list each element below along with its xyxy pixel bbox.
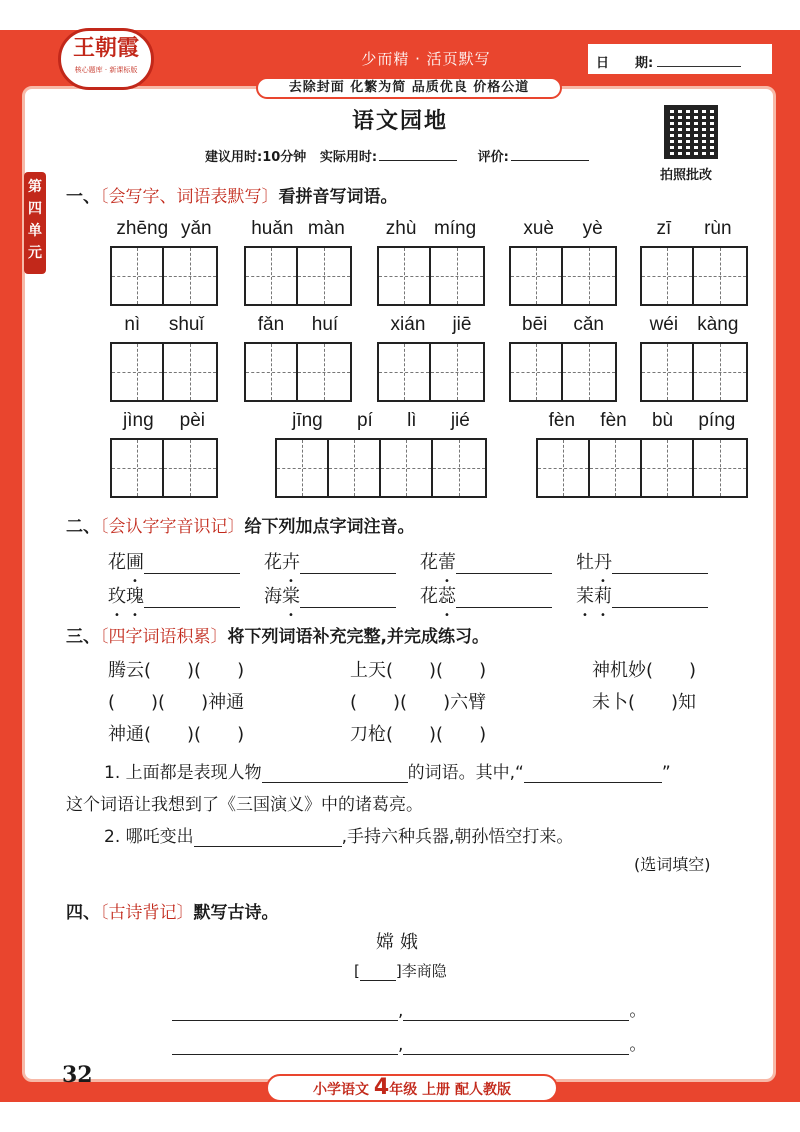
dotted-char: 丹 bbox=[594, 552, 612, 573]
poem-line bbox=[172, 1030, 646, 1055]
pinyin-syllable: píng bbox=[698, 410, 736, 431]
hint-text: (选词填空) bbox=[634, 855, 711, 874]
pinyin-group bbox=[377, 218, 485, 306]
writing-cell[interactable] bbox=[298, 344, 350, 400]
section-4-text: 默写古诗。 bbox=[193, 903, 279, 923]
pinyin-group bbox=[110, 314, 218, 402]
period: 。 bbox=[629, 1035, 647, 1055]
page-title: 语文园地 bbox=[351, 109, 448, 134]
annotate-item bbox=[108, 582, 264, 608]
writing-cell[interactable] bbox=[694, 344, 746, 400]
writing-cell[interactable] bbox=[511, 344, 563, 400]
answer-line[interactable] bbox=[612, 573, 708, 574]
annotate-item bbox=[576, 582, 732, 608]
footer-grade-number: 4 bbox=[373, 1075, 390, 1100]
pinyin-syllable: yǎn bbox=[180, 218, 212, 239]
writing-cell[interactable] bbox=[379, 344, 431, 400]
section-3-text: 将下列词语补充完整,并完成练习。 bbox=[227, 627, 489, 647]
pinyin-syllable: màn bbox=[307, 218, 345, 239]
section-4-tag: 〔古诗背记〕 bbox=[100, 903, 194, 923]
section-4-num: 四、 bbox=[66, 903, 100, 923]
pinyin-syllable: zhù bbox=[385, 218, 417, 239]
writing-cell[interactable] bbox=[246, 344, 298, 400]
section-3-tag: 〔四字词语积累〕 bbox=[100, 627, 228, 647]
question-2 bbox=[104, 822, 573, 847]
section-4-title bbox=[66, 898, 279, 923]
idiom-item[interactable]: 神机妙( ) bbox=[592, 660, 697, 681]
answer-line[interactable] bbox=[144, 573, 240, 574]
pinyin-syllable: zhēng bbox=[116, 218, 169, 239]
answer-line[interactable] bbox=[524, 782, 662, 783]
pinyin-syllable: xuè bbox=[523, 218, 554, 239]
period: 。 bbox=[629, 1001, 647, 1021]
section-2-text: 给下列加点字词注音。 bbox=[244, 517, 415, 537]
page-number: 32 bbox=[62, 1062, 93, 1088]
suggested-time: 建议用时:10分钟 bbox=[205, 150, 307, 165]
pinyin-annotate-row bbox=[108, 548, 732, 574]
pinyin-syllable: fǎn bbox=[257, 314, 285, 335]
idiom-item[interactable]: ( )( )六臂 bbox=[350, 692, 487, 713]
dotted-char: 圃 bbox=[126, 552, 144, 573]
word-char: 花 bbox=[420, 586, 438, 607]
pinyin-group bbox=[110, 218, 218, 306]
pinyin-group bbox=[536, 410, 748, 498]
answer-line[interactable] bbox=[144, 607, 240, 608]
dotted-char: 卉 bbox=[282, 552, 300, 573]
pinyin-group bbox=[275, 410, 487, 498]
idiom-item[interactable]: 神通( )( ) bbox=[108, 724, 245, 745]
footer-subject: 小学语文 bbox=[313, 1082, 370, 1098]
pinyin-syllable: fèn bbox=[548, 410, 576, 431]
idiom-row bbox=[108, 688, 800, 714]
question-2-text: 2. 哪吒变出 bbox=[104, 827, 194, 847]
section-3-title bbox=[66, 622, 489, 647]
section-1-tag: 〔会写字、词语表默写〕 bbox=[100, 187, 279, 207]
pinyin-annotate-row bbox=[108, 582, 732, 608]
dotted-char: 蕊 bbox=[438, 586, 456, 607]
question-1 bbox=[104, 758, 671, 783]
pinyin-syllable: nì bbox=[124, 314, 141, 335]
answer-line[interactable] bbox=[403, 1054, 629, 1055]
annotate-item bbox=[108, 548, 264, 574]
word-char: 花 bbox=[420, 552, 438, 573]
date-field[interactable] bbox=[657, 66, 741, 67]
annotate-item bbox=[264, 582, 420, 608]
pinyin-syllable: lì bbox=[407, 410, 417, 431]
pinyin-syllable: bù bbox=[651, 410, 674, 431]
writing-cell[interactable] bbox=[112, 344, 164, 400]
pinyin-syllable: huí bbox=[311, 314, 339, 335]
writing-cell[interactable] bbox=[642, 440, 694, 496]
writing-cell[interactable] bbox=[563, 344, 615, 400]
pinyin-syllable: fèn bbox=[600, 410, 627, 431]
answer-line[interactable] bbox=[456, 573, 552, 574]
writing-cell[interactable] bbox=[329, 440, 381, 496]
logo-name: 王朝霞 bbox=[72, 35, 139, 61]
idiom-item[interactable]: 上天( )( ) bbox=[350, 660, 487, 681]
writing-cell[interactable] bbox=[590, 440, 642, 496]
writing-cell[interactable] bbox=[381, 440, 433, 496]
author-bracket: [ bbox=[354, 962, 360, 980]
unit-tab: 第四单元 bbox=[24, 172, 46, 274]
pinyin-group bbox=[640, 314, 748, 402]
idiom-item[interactable]: ( )( )神通 bbox=[108, 692, 245, 713]
pinyin-group bbox=[509, 218, 617, 306]
rating-label: 评价: bbox=[477, 150, 509, 165]
pinyin-syllable: jiē bbox=[452, 314, 472, 335]
section-1-title bbox=[66, 182, 398, 207]
writing-cell[interactable] bbox=[164, 440, 216, 496]
author-name: ]李商隐 bbox=[395, 962, 447, 980]
writing-cell[interactable] bbox=[431, 248, 483, 304]
pinyin-group bbox=[110, 410, 218, 498]
slogan: 去除封面 化繁为简 品质优良 价格公道 bbox=[256, 77, 562, 99]
dotted-char: 瑰 bbox=[126, 586, 144, 607]
question-1-text-end: ” bbox=[661, 763, 671, 783]
writing-cell[interactable] bbox=[246, 248, 298, 304]
pinyin-group bbox=[377, 314, 485, 402]
pinyin-syllable: wéi bbox=[649, 314, 679, 335]
pinyin-syllable: huǎn bbox=[251, 218, 294, 239]
actual-time-field[interactable] bbox=[379, 160, 457, 161]
pinyin-syllable: bēi bbox=[522, 314, 548, 335]
section-2-tag: 〔会认字字音识记〕 bbox=[100, 517, 245, 537]
idiom-item[interactable]: 刀枪( )( ) bbox=[350, 724, 487, 745]
dotted-char: 茉 bbox=[576, 586, 594, 607]
answer-line[interactable] bbox=[194, 846, 342, 847]
annotate-item bbox=[420, 548, 576, 574]
idiom-row bbox=[108, 656, 800, 682]
pinyin-syllable: cǎn bbox=[573, 314, 604, 335]
writing-cell[interactable] bbox=[642, 248, 694, 304]
question-2-text-end: ,手持六种兵器,朝孙悟空打来。 bbox=[341, 827, 574, 847]
writing-cell[interactable] bbox=[431, 344, 483, 400]
idiom-item[interactable]: 未卜( )知 bbox=[592, 692, 697, 713]
annotate-item bbox=[264, 548, 420, 574]
poem-line bbox=[172, 996, 646, 1021]
word-char: 牡 bbox=[576, 552, 594, 573]
section-1-text: 看拼音写词语。 bbox=[278, 187, 398, 207]
answer-line[interactable] bbox=[456, 607, 552, 608]
poem-title: 嫦娥 bbox=[376, 932, 424, 953]
writing-cell[interactable] bbox=[298, 248, 350, 304]
writing-cell[interactable] bbox=[112, 248, 164, 304]
writing-cell[interactable] bbox=[112, 440, 164, 496]
dotted-char: 玫 bbox=[108, 586, 126, 607]
qr-label: 拍照批改 bbox=[660, 168, 713, 183]
annotate-item bbox=[420, 582, 576, 608]
question-1-text: 1. 上面都是表现人物 bbox=[104, 763, 262, 783]
writing-cell[interactable] bbox=[538, 440, 590, 496]
idiom-row bbox=[108, 720, 592, 746]
dotted-char: 棠 bbox=[282, 586, 300, 607]
date-label: 日 期: bbox=[596, 56, 654, 71]
section-3-num: 三、 bbox=[66, 627, 100, 647]
publisher-logo bbox=[58, 28, 154, 90]
writing-cell[interactable] bbox=[563, 248, 615, 304]
qr-code-icon[interactable] bbox=[664, 105, 718, 159]
logo-sub: 核心题库 · 新课标版 bbox=[74, 66, 138, 74]
actual-time-label: 实际用时: bbox=[319, 150, 378, 165]
writing-cell[interactable] bbox=[433, 440, 485, 496]
poem-author bbox=[354, 960, 447, 981]
answer-line[interactable] bbox=[403, 1020, 629, 1021]
dotted-char: 蕾 bbox=[438, 552, 456, 573]
pinyin-group bbox=[640, 218, 748, 306]
answer-line[interactable] bbox=[300, 573, 396, 574]
pinyin-syllable: míng bbox=[433, 218, 477, 239]
pinyin-group bbox=[509, 314, 617, 402]
pinyin-syllable: zī bbox=[656, 218, 672, 239]
pinyin-syllable: pèi bbox=[179, 410, 205, 431]
section-2-title bbox=[66, 512, 415, 537]
pinyin-group bbox=[244, 314, 352, 402]
pinyin-syllable: rùn bbox=[704, 218, 732, 239]
answer-line[interactable] bbox=[172, 1020, 398, 1021]
pinyin-syllable: jìng bbox=[123, 410, 154, 431]
question-1-cont: 这个词语让我想到了《三国演义》中的诸葛亮。 bbox=[66, 795, 423, 815]
comma: , bbox=[398, 1035, 404, 1055]
answer-line[interactable] bbox=[262, 782, 408, 783]
word-char: 花 bbox=[264, 552, 282, 573]
rating-field[interactable] bbox=[511, 160, 589, 161]
pinyin-syllable: shuǐ bbox=[168, 314, 204, 335]
section-1-num: 一、 bbox=[66, 187, 100, 207]
pinyin-syllable: jié bbox=[450, 410, 470, 431]
answer-line[interactable] bbox=[612, 607, 708, 608]
header-banner: 少而精 · 活页默写 bbox=[361, 50, 491, 68]
idiom-item[interactable]: 腾云( )( ) bbox=[108, 660, 245, 681]
time-row bbox=[205, 146, 605, 165]
annotate-item bbox=[576, 548, 732, 574]
pinyin-syllable: jīng bbox=[292, 410, 323, 431]
word-char: 花 bbox=[108, 552, 126, 573]
dotted-char: 莉 bbox=[594, 586, 612, 607]
writing-cell[interactable] bbox=[277, 440, 329, 496]
pinyin-syllable: yè bbox=[582, 218, 603, 239]
footer-grade: 年级 上册 配人教版 bbox=[389, 1082, 511, 1098]
writing-cell[interactable] bbox=[694, 440, 746, 496]
writing-cell[interactable] bbox=[511, 248, 563, 304]
writing-cell[interactable] bbox=[642, 344, 694, 400]
writing-cell[interactable] bbox=[164, 248, 216, 304]
section-2-num: 二、 bbox=[66, 517, 100, 537]
comma: , bbox=[398, 1001, 404, 1021]
pinyin-syllable: xián bbox=[390, 314, 426, 335]
question-1-text-mid: 的词语。其中,“ bbox=[407, 763, 524, 783]
pinyin-syllable: kàng bbox=[697, 314, 739, 335]
pinyin-syllable: pí bbox=[356, 410, 373, 431]
writing-cell[interactable] bbox=[379, 248, 431, 304]
answer-line[interactable] bbox=[300, 607, 396, 608]
dynasty-field[interactable] bbox=[360, 980, 396, 981]
word-char: 海 bbox=[264, 586, 282, 607]
footer-badge bbox=[266, 1074, 558, 1102]
writing-cell[interactable] bbox=[164, 344, 216, 400]
answer-line[interactable] bbox=[172, 1054, 398, 1055]
pinyin-group bbox=[244, 218, 352, 306]
writing-cell[interactable] bbox=[694, 248, 746, 304]
date-box bbox=[588, 44, 772, 74]
